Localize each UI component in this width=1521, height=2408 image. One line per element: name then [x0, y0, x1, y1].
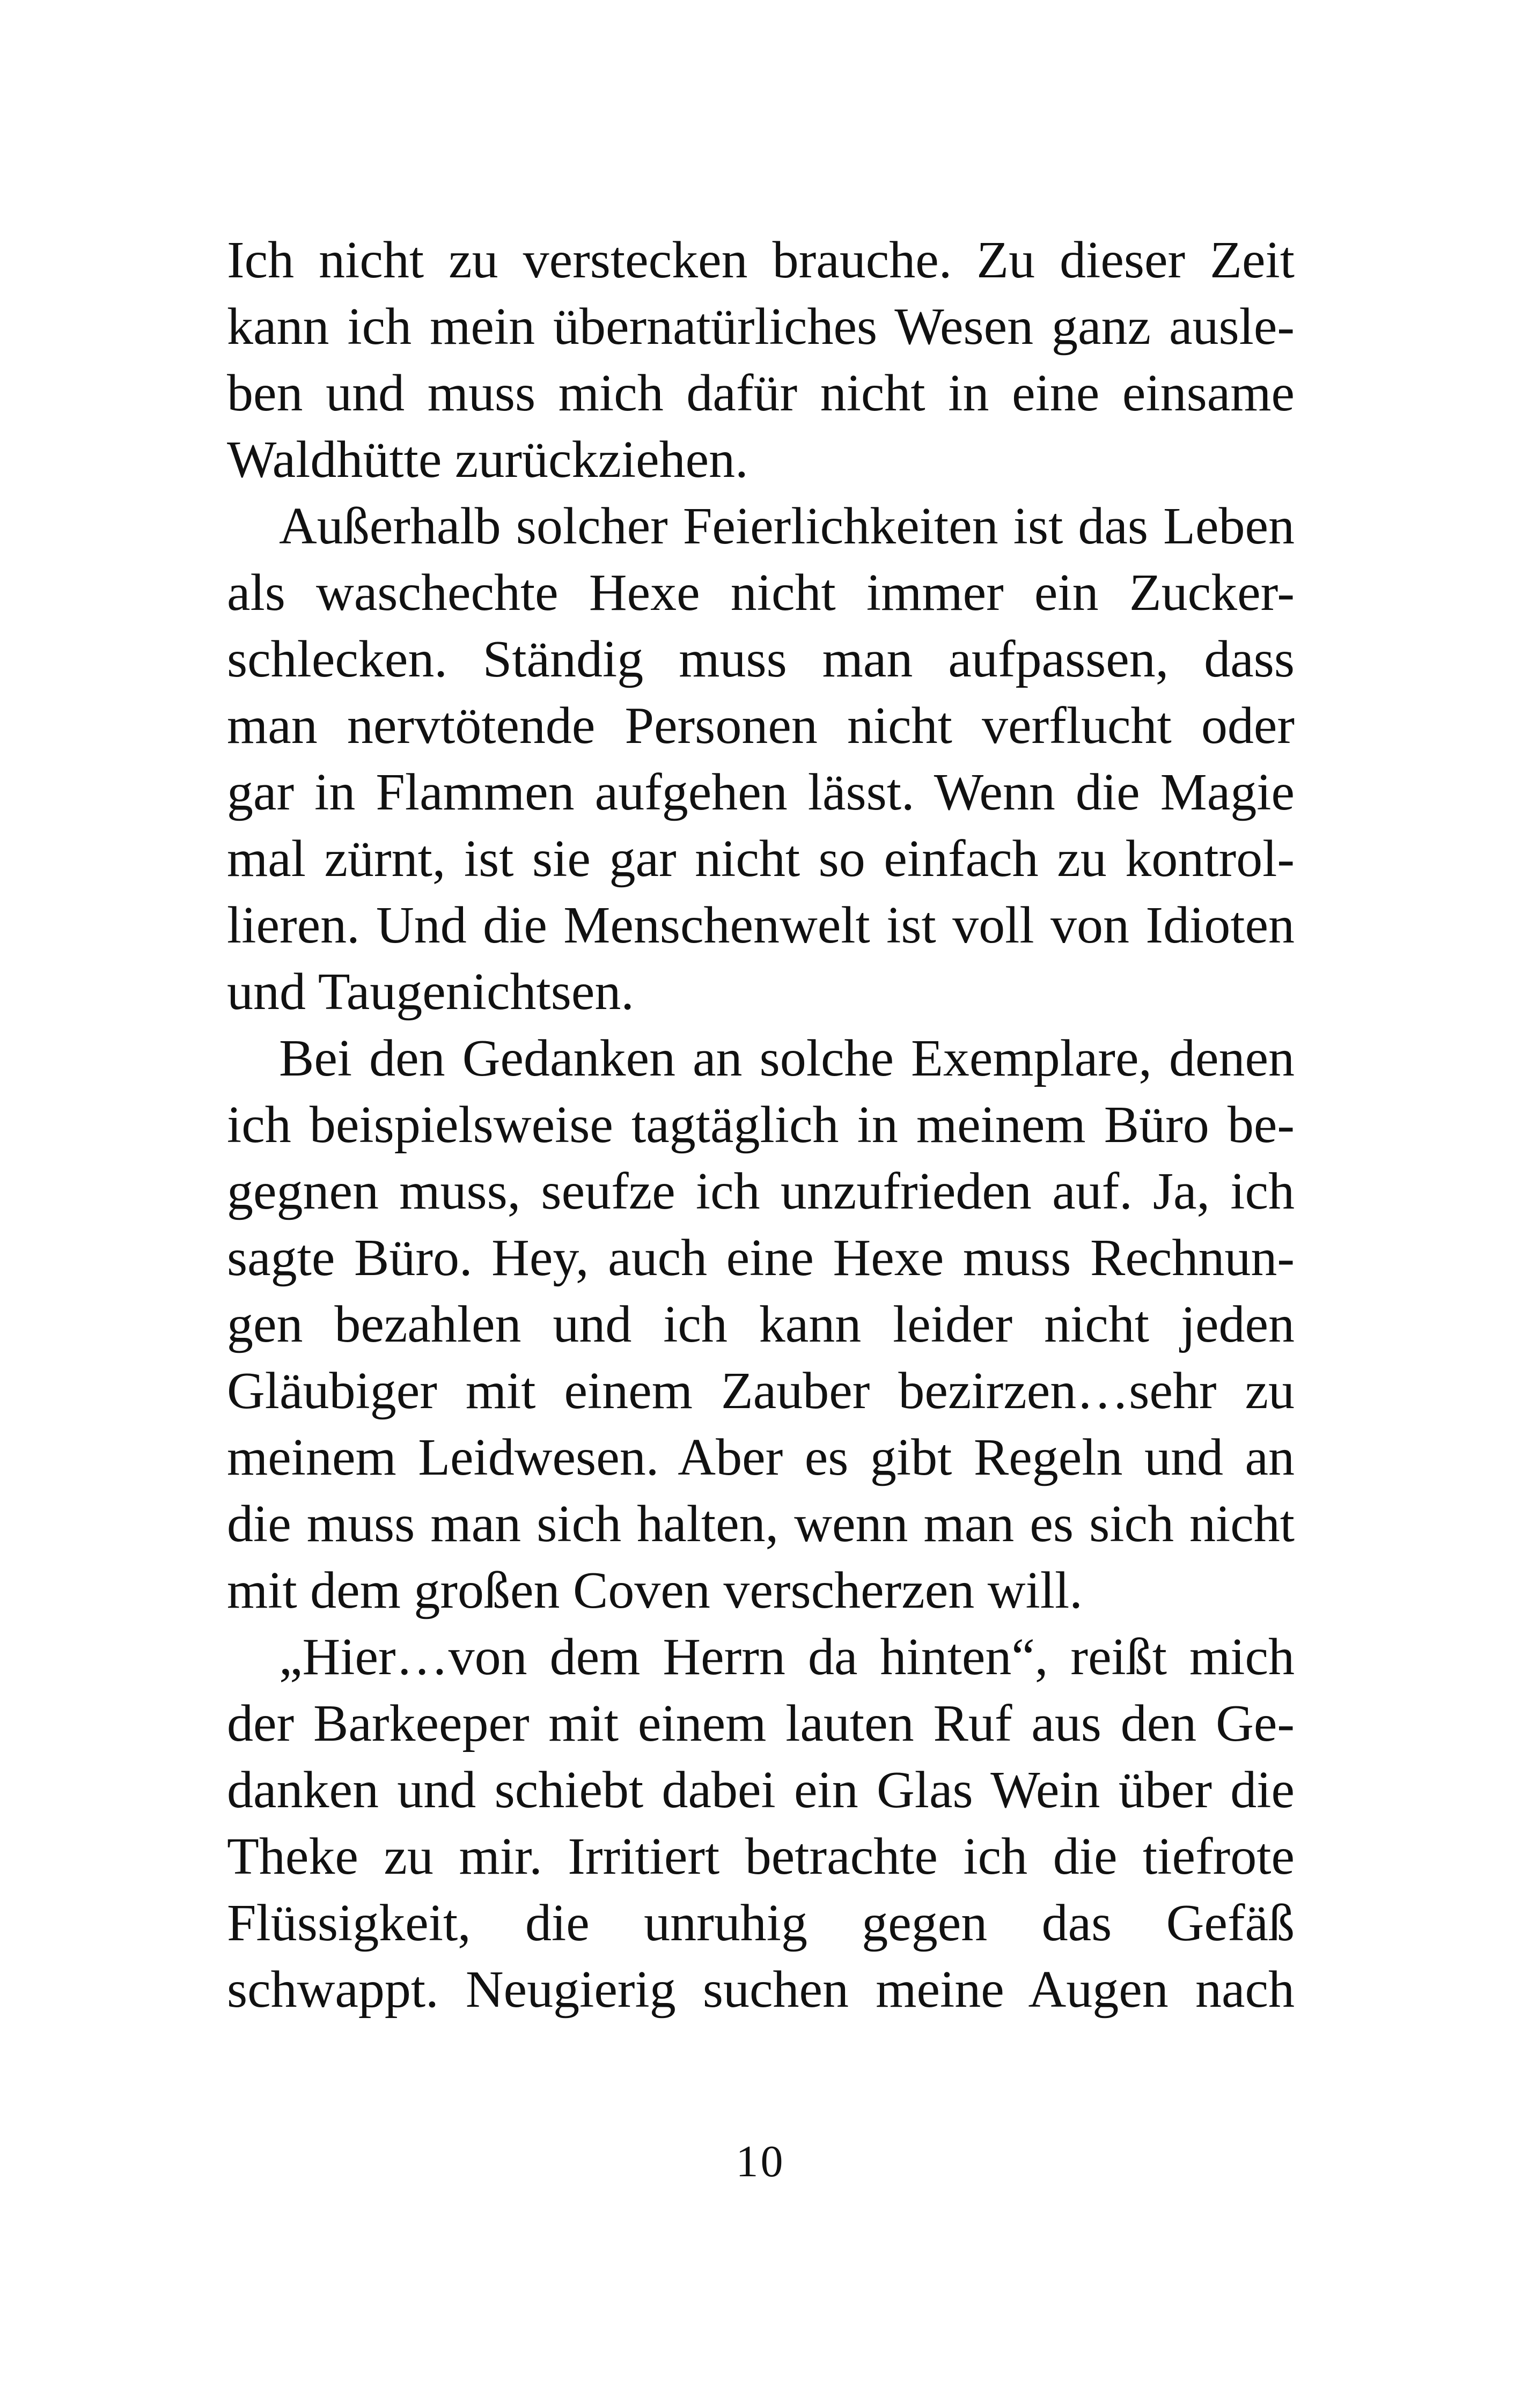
text-line: mit dem großen Coven verscherzen will.: [227, 1562, 1083, 1619]
text-line: „Hier…von dem Herrn da hinten“, reißt mich: [279, 1628, 1295, 1686]
text-line: Waldhütte zurückziehen.: [227, 431, 748, 489]
text-line: die muss man sich halten, wenn man es sich nicht: [227, 1495, 1295, 1553]
text-line: gegnen muss, seufze ich unzufrieden auf. Ja, ich: [227, 1162, 1295, 1220]
text-line: und Taugenichtsen.: [227, 963, 634, 1021]
text-line: ich beispielsweise tagtäglich in meinem Büro be-: [227, 1096, 1295, 1154]
text-line: Gläubiger mit einem Zauber bezirzen…sehr zu: [227, 1362, 1295, 1420]
text-line: gar in Flammen aufgehen lässt. Wenn die Magie: [227, 763, 1295, 821]
page-number: 10: [736, 2137, 785, 2186]
text-line: Flüssigkeit, die unruhig gegen das Gefäß: [227, 1894, 1295, 1952]
text-line: ben und muss mich dafür nicht in eine einsame: [227, 364, 1295, 422]
text-line: danken und schiebt dabei ein Glas Wein über die: [227, 1761, 1295, 1819]
text-line: gen bezahlen und ich kann leider nicht jeden: [227, 1295, 1295, 1353]
text-line: kann ich mein übernatürliches Wesen ganz ausle-: [227, 298, 1295, 356]
text-line: man nervtötende Personen nicht verflucht oder: [227, 697, 1295, 755]
text-line: Theke zu mir. Irritiert betrachte ich die tiefrote: [227, 1828, 1295, 1886]
text-line: schlecken. Ständig muss man aufpassen, dass: [227, 630, 1295, 688]
text-line: der Barkeeper mit einem lauten Ruf aus den Ge-: [227, 1695, 1295, 1752]
text-line: schwappt. Neugierig suchen meine Augen nach: [227, 1961, 1295, 2019]
text-line: mal zürnt, ist sie gar nicht so einfach zu kontrol-: [227, 830, 1295, 888]
text-line: Bei den Gedanken an solche Exemplare, denen: [279, 1029, 1295, 1087]
text-line: sagte Büro. Hey, auch eine Hexe muss Rechnun-: [227, 1229, 1295, 1287]
text-line: Ich nicht zu verstecken brauche. Zu dieser Zeit: [227, 231, 1295, 289]
text-line: lieren. Und die Menschenwelt ist voll von Idioten: [227, 896, 1295, 954]
text-line: als waschechte Hexe nicht immer ein Zucker-: [227, 564, 1295, 622]
text-line: meinem Leidwesen. Aber es gibt Regeln und an: [227, 1428, 1295, 1486]
text-line: Außerhalb solcher Feierlichkeiten ist das Leben: [279, 497, 1295, 555]
